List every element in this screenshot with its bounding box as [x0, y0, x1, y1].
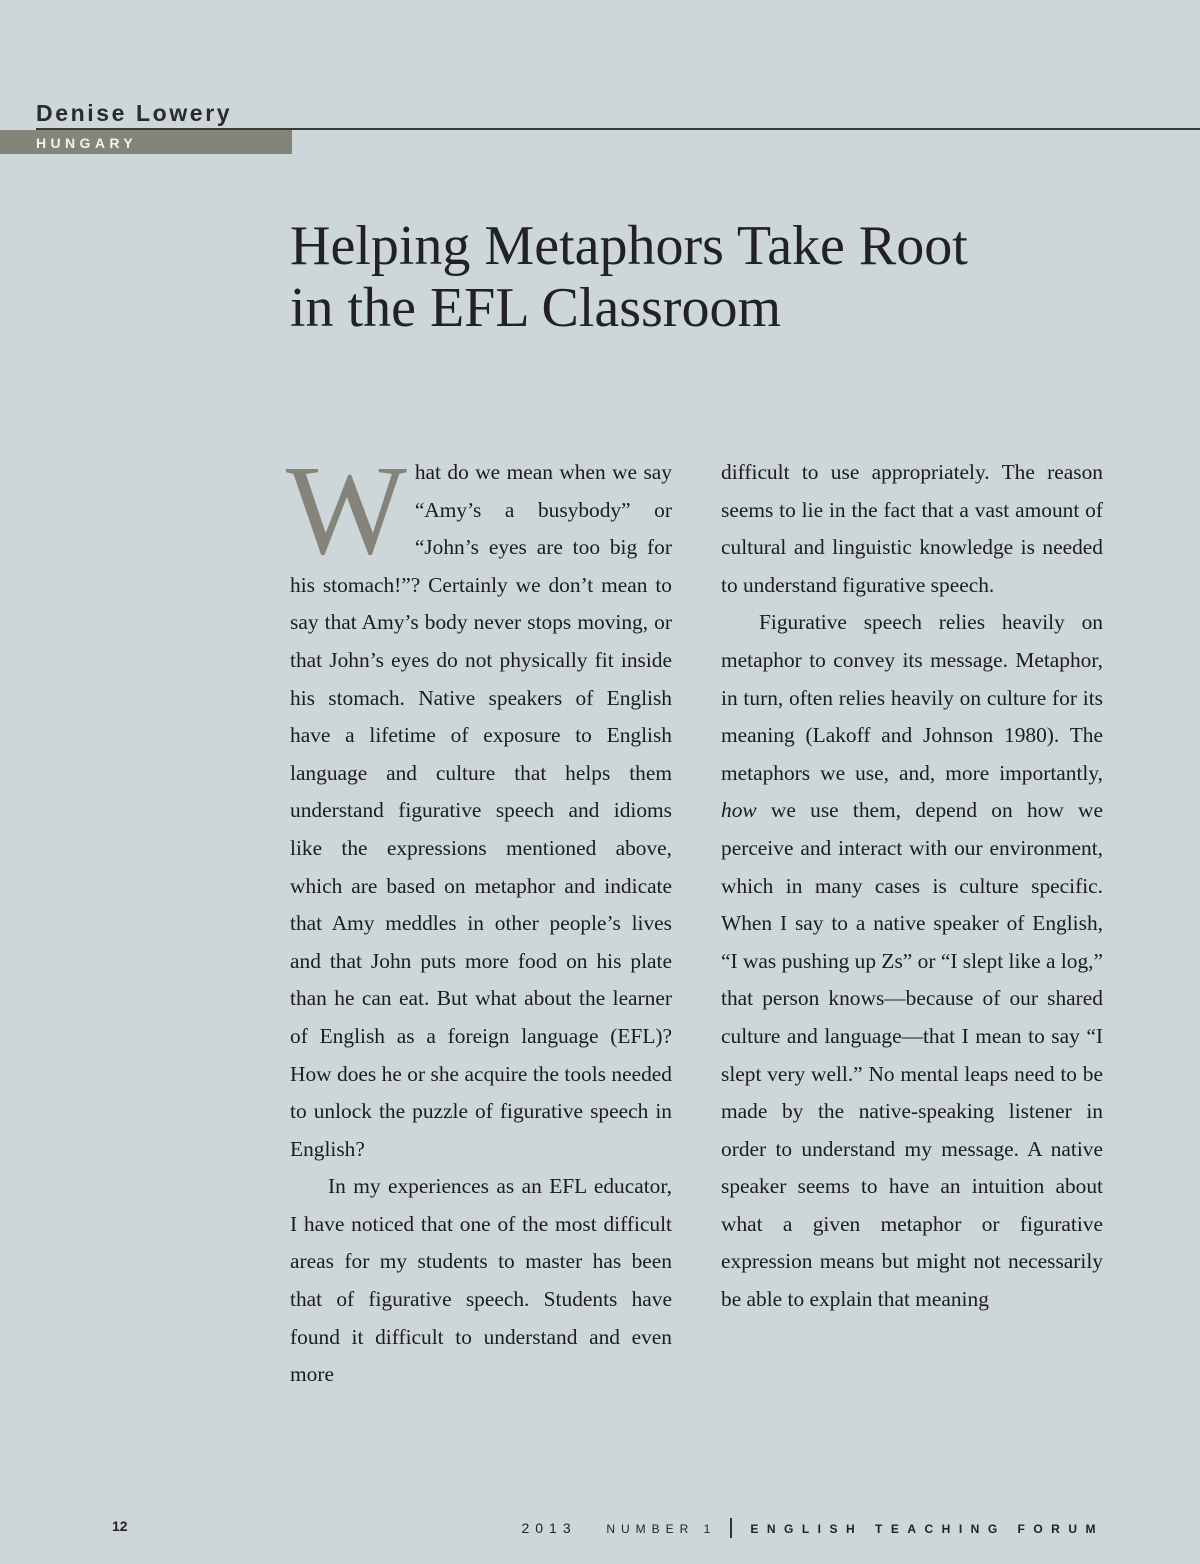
- paragraph: [721, 604, 1103, 1318]
- footer-divider: [730, 1518, 732, 1538]
- footer: [521, 1518, 1104, 1538]
- body-column-left: [286, 439, 672, 1394]
- paragraph: [286, 439, 672, 1168]
- author-name: Denise Lowery: [36, 100, 233, 126]
- article-title: [290, 215, 1150, 339]
- paragraph-text: Figurative speech relies heavily on metaphor to convey its message. Metaphor, in turn, often relies heavily on culture for its meaning (Lakoff and Johnson 1980). The metaphors we use, and, more importantly,: [721, 610, 1103, 785]
- author-country: HUNGARY: [36, 135, 138, 151]
- emphasis-text: how: [721, 798, 757, 823]
- paragraph: difficult to use appropriately. The reason seems to lie in the fact that a vast amount of cultural and linguistic knowledge is needed to understand figurative speech.: [721, 460, 1103, 597]
- body-column-right: [721, 454, 1103, 1319]
- paragraph-text: we use them, depend on how we perceive and interact with our environment, which in many cases is culture specific. When I say to a native speaker of English, “I was pushing up Zs” or “I slept like a log,” that person knows—because of our shared culture and language—that I mean to say “I slept very well.” No mental leaps need to be made by the native-speaking listener in order to understand my message. A native speaker seems to have an intuition about what a given metaphor or figurative expression means but might not necessarily be able to explain that meaning: [721, 798, 1103, 1312]
- title-line-1: Helping Metaphors Take Root: [290, 215, 968, 277]
- paragraph: In my experiences as an EFL educator, I have noticed that one of the most difficult areas for my students to master has been that of figurative speech. Students have found it difficult to understand and even more: [290, 1174, 672, 1387]
- drop-cap: W: [286, 439, 407, 581]
- footer-year: 2013: [521, 1520, 577, 1536]
- title-line-2: in the EFL Classroom: [290, 277, 782, 339]
- footer-issue: NUMBER 1: [606, 1522, 717, 1536]
- footer-journal: ENGLISH TEACHING FORUM: [750, 1522, 1104, 1536]
- page-number: 12: [112, 1518, 128, 1534]
- paragraph-text: hat do we mean when we say “Amy’s a busybody” or “John’s eyes are too big for his stomach!”? Certainly we don’t mean to say that Amy’s body never stops moving, or that John’s eyes do not physically fit inside his stomach. Native speakers of English have a lifetime of exposure to English language and culture that helps them understand figurative speech and idioms like the expressions mentioned above, which are based on metaphor and indicate that Amy meddles in other people’s lives and that John puts more food on his plate than he can eat. But what about the learner of English as a foreign language (EFL)? How does he or she acquire the tools needed to unlock the puzzle of figurative speech in English?: [290, 460, 672, 1161]
